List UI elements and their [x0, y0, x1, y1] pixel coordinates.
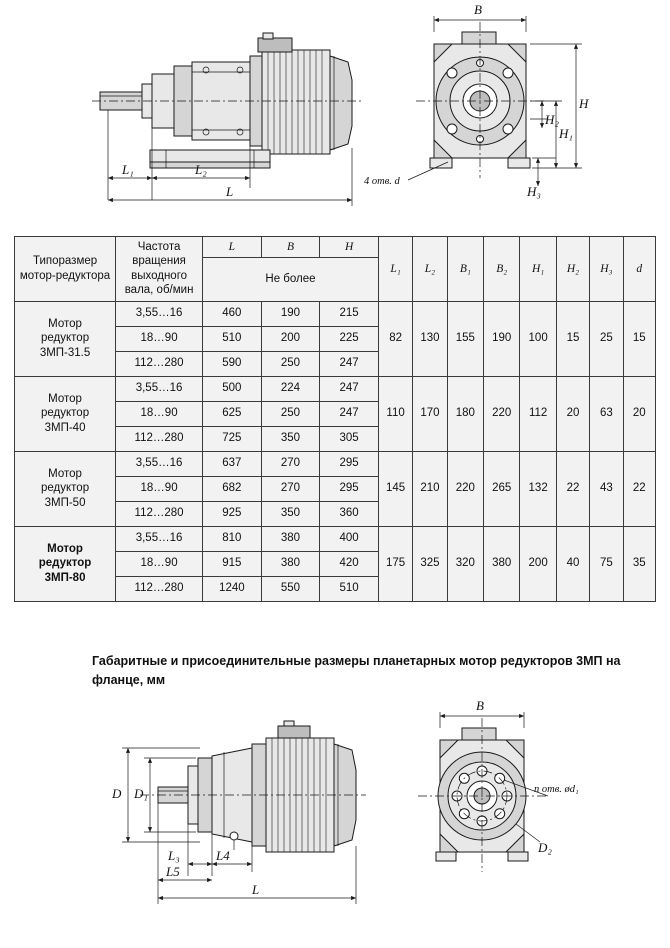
cell-B1: 155: [447, 301, 483, 376]
model-name-line: редуктор: [41, 482, 90, 495]
cell-B: 270: [261, 451, 320, 476]
cell-B2: 190: [484, 301, 520, 376]
cell-d: 20: [623, 376, 655, 451]
header-typoразмер: [15, 237, 116, 302]
cell-frequency: 112…280: [116, 501, 203, 526]
cell-B1: 220: [447, 451, 483, 526]
cell-model-name: [15, 451, 116, 526]
cell-frequency: 3,55…16: [116, 376, 203, 401]
dim-label-L2: L₂: [195, 162, 207, 177]
cell-L: 925: [203, 501, 262, 526]
cell-H2: 22: [556, 451, 589, 526]
note-4-holes: 4 отв. d: [364, 176, 400, 187]
cell-L: 915: [203, 551, 262, 576]
cell-H2: 40: [556, 526, 589, 601]
header-d: d: [623, 237, 655, 302]
cell-L: 1240: [203, 576, 262, 601]
cell-frequency: 18…90: [116, 401, 203, 426]
cell-B: 270: [261, 476, 320, 501]
cell-model-name: [15, 376, 116, 451]
dim-label-D2: D₂: [538, 840, 552, 855]
cell-L: 625: [203, 401, 262, 426]
dim-label-H: H: [579, 96, 589, 111]
dim-label-D1: D₁: [134, 786, 148, 801]
dimensions-table-wrapper: [14, 236, 656, 602]
cell-B2: 265: [484, 451, 520, 526]
model-name-line: редуктор: [38, 557, 92, 570]
cell-frequency: 112…280: [116, 576, 203, 601]
cell-H: 247: [320, 351, 379, 376]
header-L2: L₂: [413, 237, 447, 302]
dim-label-H1: H₁: [559, 126, 573, 141]
front-view: [416, 22, 546, 178]
header-L1: L₁: [378, 237, 412, 302]
header-H3: H₃: [590, 237, 623, 302]
dim-label-H3: H₃: [527, 184, 541, 199]
dim-label-B-bottom: B: [476, 700, 484, 713]
cell-B: 190: [261, 301, 320, 326]
dim-label-L1: L₁: [122, 162, 134, 177]
cell-d: 22: [623, 451, 655, 526]
dim-label-B: B: [474, 2, 482, 17]
dim-label-L3: L₃: [168, 848, 180, 863]
cell-L1: 110: [378, 376, 412, 451]
cell-H1: 112: [520, 376, 556, 451]
cell-B: 380: [261, 551, 320, 576]
header-frequency: [116, 237, 203, 302]
model-name-line: редуктор: [41, 332, 90, 345]
cell-L1: 145: [378, 451, 412, 526]
dim-label-L: L: [226, 184, 234, 199]
table-row: [15, 301, 656, 326]
cell-H: 295: [320, 451, 379, 476]
cell-H: 215: [320, 301, 379, 326]
cell-frequency: 3,55…16: [116, 526, 203, 551]
cell-B: 224: [261, 376, 320, 401]
header-B1: B₁: [447, 237, 483, 302]
cell-d: 35: [623, 526, 655, 601]
side-view: [92, 33, 362, 168]
dim-label-L4: L4: [216, 848, 230, 863]
model-name-line: 3МП-80: [44, 571, 86, 584]
cell-H: 305: [320, 426, 379, 451]
top-assembly-drawing: [0, 0, 670, 228]
cell-H: 400: [320, 526, 379, 551]
cell-model-name: [15, 526, 116, 601]
cell-H3: 43: [590, 451, 623, 526]
cell-frequency: 18…90: [116, 551, 203, 576]
cell-B: 550: [261, 576, 320, 601]
cell-frequency: 3,55…16: [116, 301, 203, 326]
cell-L: 500: [203, 376, 262, 401]
cell-L2: 170: [413, 376, 447, 451]
cell-frequency: 112…280: [116, 351, 203, 376]
dim-label-H2: H₂: [545, 112, 559, 127]
model-name-line: Мотор: [48, 467, 82, 480]
cell-B: 250: [261, 351, 320, 376]
header-H: H: [320, 237, 379, 258]
cell-L: 460: [203, 301, 262, 326]
cell-H1: 200: [520, 526, 556, 601]
header-H1: H₁: [520, 237, 556, 302]
dim-label-L5: L5: [166, 864, 180, 879]
cell-B: 200: [261, 326, 320, 351]
cell-H: 295: [320, 476, 379, 501]
cell-L1: 82: [378, 301, 412, 376]
cell-H: 360: [320, 501, 379, 526]
dimensions-table-body: [15, 301, 656, 601]
model-name-line: Мотор: [48, 392, 82, 405]
cell-B: 380: [261, 526, 320, 551]
flange-front-view: [418, 718, 548, 872]
cell-H3: 75: [590, 526, 623, 601]
model-name-line: 3МП-31.5: [39, 346, 91, 359]
cell-B1: 320: [447, 526, 483, 601]
table-row: [15, 526, 656, 551]
cell-H3: 25: [590, 301, 623, 376]
dimensions-table: [14, 236, 656, 602]
cell-frequency: 112…280: [116, 426, 203, 451]
cell-H1: 132: [520, 451, 556, 526]
header-B: B: [261, 237, 320, 258]
model-name-line: 3МП-50: [44, 496, 86, 509]
cell-L: 510: [203, 326, 262, 351]
header-H2: H₂: [556, 237, 589, 302]
cell-B: 350: [261, 426, 320, 451]
model-name-line: 3МП-40: [44, 421, 86, 434]
cell-H: 247: [320, 401, 379, 426]
cell-L2: 210: [413, 451, 447, 526]
cell-H3: 63: [590, 376, 623, 451]
cell-L: 725: [203, 426, 262, 451]
cell-B2: 220: [484, 376, 520, 451]
cell-frequency: 18…90: [116, 326, 203, 351]
bottom-flange-drawing: [0, 700, 670, 948]
cell-H: 225: [320, 326, 379, 351]
model-name-line: Мотор: [47, 542, 83, 555]
cell-B1: 180: [447, 376, 483, 451]
cell-B: 250: [261, 401, 320, 426]
cell-frequency: 3,55…16: [116, 451, 203, 476]
cell-B: 350: [261, 501, 320, 526]
cell-L2: 325: [413, 526, 447, 601]
cell-L2: 130: [413, 301, 447, 376]
table-row: [15, 451, 656, 476]
cell-model-name: [15, 301, 116, 376]
cell-L: 810: [203, 526, 262, 551]
cell-H1: 100: [520, 301, 556, 376]
cell-L: 682: [203, 476, 262, 501]
table-row: [15, 376, 656, 401]
header-frequency-label: Частота вращения выходного вала, об/мин: [124, 241, 194, 297]
cell-d: 15: [623, 301, 655, 376]
note-n-holes: n отв. ød₁: [534, 784, 579, 795]
dim-label-D: D: [112, 786, 122, 801]
model-name-line: Мотор: [48, 317, 82, 330]
cell-L: 637: [203, 451, 262, 476]
model-name-line: редуктор: [41, 407, 90, 420]
header-type-label: Типоразмер мотор-редуктора: [19, 255, 111, 282]
cell-H: 247: [320, 376, 379, 401]
cell-H: 420: [320, 551, 379, 576]
cell-B2: 380: [484, 526, 520, 601]
dim-label-L-bottom: L: [252, 882, 260, 897]
cell-H2: 15: [556, 301, 589, 376]
cell-L1: 175: [378, 526, 412, 601]
cell-H2: 20: [556, 376, 589, 451]
cell-L: 590: [203, 351, 262, 376]
cell-H: 510: [320, 576, 379, 601]
cell-frequency: 18…90: [116, 476, 203, 501]
header-B2: B₂: [484, 237, 520, 302]
header-L: L: [203, 237, 262, 258]
header-no-more: Не более: [203, 258, 379, 301]
section-caption: Габаритные и присоединительные размеры планетарных мотор редукторов 3МП на фланце, мм: [92, 654, 621, 687]
